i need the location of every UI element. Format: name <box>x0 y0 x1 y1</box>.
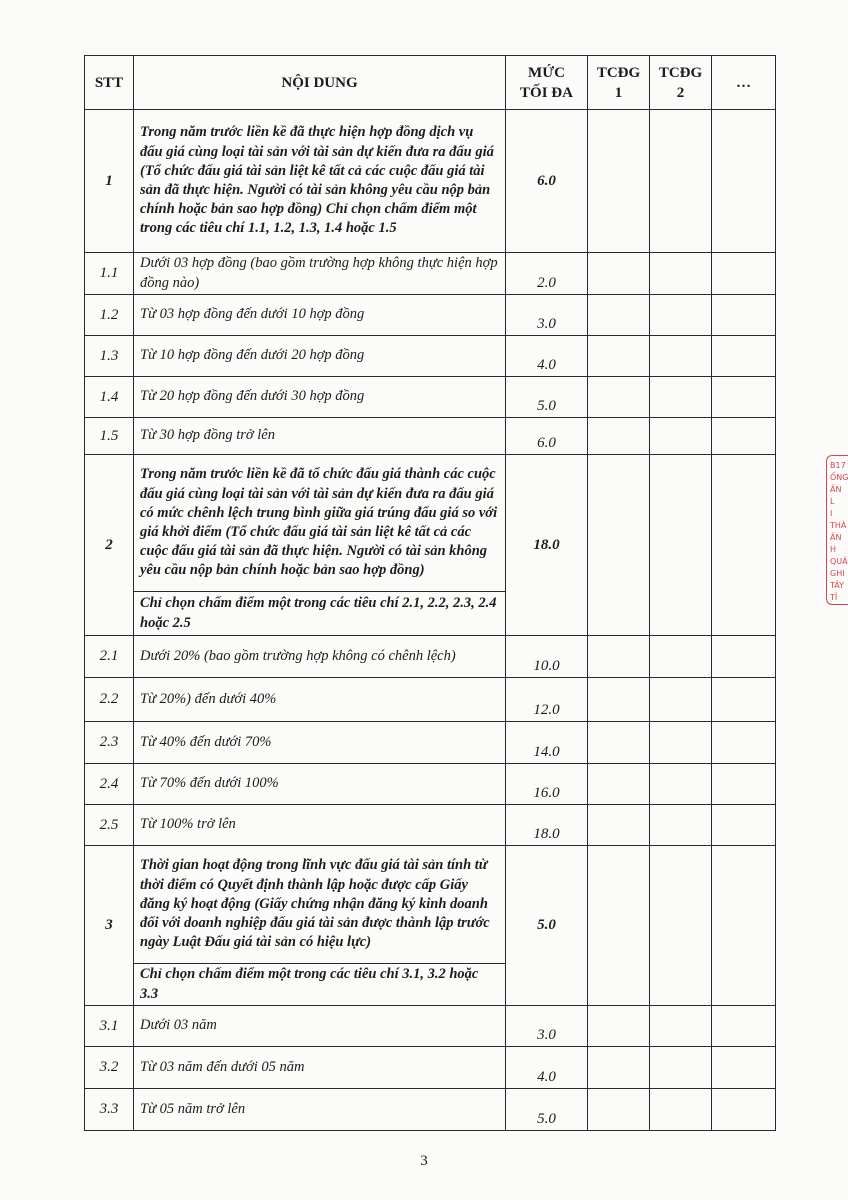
table-row <box>85 1089 776 1131</box>
row-max-score: 5.0 <box>506 377 588 418</box>
more-cell <box>712 110 776 253</box>
stamp-line: B17 <box>830 461 846 470</box>
eval-1-cell <box>588 295 650 336</box>
eval-1-cell <box>588 455 650 636</box>
row-content: Từ 03 năm đến dưới 05 năm <box>134 1047 506 1089</box>
row-stt: 1.5 <box>85 418 134 455</box>
row-subnote: Chỉ chọn chấm điểm một trong các tiêu chí 2.1, 2.2, 2.3, 2.4 hoặc 2.5 <box>134 592 506 636</box>
eval-1-cell <box>588 846 650 1006</box>
row-stt: 1 <box>85 110 134 253</box>
row-max-score: 10.0 <box>506 636 588 678</box>
table-row <box>85 764 776 805</box>
eval-2-cell <box>650 377 712 418</box>
table-row <box>85 418 776 455</box>
stamp-line: GHI <box>830 569 845 578</box>
row-content: Từ 05 năm trở lên <box>134 1089 506 1131</box>
more-cell <box>712 805 776 846</box>
row-max-score: 6.0 <box>506 418 588 455</box>
row-subnote: Chỉ chọn chấm điểm một trong các tiêu chí 3.1, 3.2 hoặc 3.3 <box>134 964 506 1006</box>
more-cell <box>712 418 776 455</box>
eval-2-cell <box>650 418 712 455</box>
eval-1-cell <box>588 1089 650 1131</box>
row-content: Từ 20%) đến dưới 40% <box>134 678 506 722</box>
row-max-score: 2.0 <box>506 253 588 295</box>
row-max-score: 18.0 <box>506 805 588 846</box>
more-cell <box>712 455 776 636</box>
table-row <box>85 253 776 295</box>
table-row <box>85 455 776 592</box>
row-content: Từ 40% đến dưới 70% <box>134 722 506 764</box>
header-content: NỘI DUNG <box>134 56 506 110</box>
more-cell <box>712 1089 776 1131</box>
table-row <box>85 636 776 678</box>
header-stt: STT <box>85 56 134 110</box>
eval-2-cell <box>650 636 712 678</box>
eval-2-cell <box>650 846 712 1006</box>
row-content: Dưới 20% (bao gồm trường hợp không có chênh lệch) <box>134 636 506 678</box>
more-cell <box>712 636 776 678</box>
row-stt: 3.2 <box>85 1047 134 1089</box>
stamp-line: ẢN H <box>830 533 842 554</box>
table-row <box>85 295 776 336</box>
table-row <box>85 722 776 764</box>
row-content: Từ 70% đến dưới 100% <box>134 764 506 805</box>
header-more: … <box>712 56 776 110</box>
eval-2-cell <box>650 722 712 764</box>
eval-2-cell <box>650 1006 712 1047</box>
eval-1-cell <box>588 336 650 377</box>
row-max-score: 12.0 <box>506 678 588 722</box>
eval-1-cell <box>588 805 650 846</box>
row-stt: 3.3 <box>85 1089 134 1131</box>
eval-1-cell <box>588 636 650 678</box>
row-stt: 1.3 <box>85 336 134 377</box>
row-content: Từ 100% trở lên <box>134 805 506 846</box>
row-max-score: 4.0 <box>506 336 588 377</box>
row-stt: 2 <box>85 455 134 636</box>
row-max-score: 18.0 <box>506 455 588 636</box>
table-row <box>85 110 776 253</box>
stamp-line: TÂY <box>830 581 845 590</box>
row-stt: 2.1 <box>85 636 134 678</box>
row-content: Từ 20 hợp đồng đến dưới 30 hợp đồng <box>134 377 506 418</box>
row-stt: 2.5 <box>85 805 134 846</box>
stamp-line: TỈ <box>830 593 838 602</box>
row-stt: 1.2 <box>85 295 134 336</box>
table-row <box>85 846 776 964</box>
eval-2-cell <box>650 455 712 636</box>
row-max-score: 5.0 <box>506 1089 588 1131</box>
stamp-line: ẢN L <box>830 485 842 506</box>
row-content: Từ 03 hợp đồng đến dưới 10 hợp đồng <box>134 295 506 336</box>
row-stt: 1.4 <box>85 377 134 418</box>
table-row <box>85 336 776 377</box>
row-max-score: 5.0 <box>506 846 588 1006</box>
eval-2-cell <box>650 1089 712 1131</box>
criteria-table <box>84 55 776 1131</box>
eval-2-cell <box>650 764 712 805</box>
row-max-score: 3.0 <box>506 1006 588 1047</box>
table-row <box>85 377 776 418</box>
eval-1-cell <box>588 1047 650 1089</box>
eval-1-cell <box>588 722 650 764</box>
row-max-score: 6.0 <box>506 110 588 253</box>
row-max-score: 16.0 <box>506 764 588 805</box>
stamp-line: QUẢ <box>830 557 848 566</box>
eval-2-cell <box>650 110 712 253</box>
row-content: Trong năm trước liền kề đã thực hiện hợp đồng dịch vụ đấu giá cùng loại tài sản với tài sản dự kiến đưa ra đấu giá (Tổ chức đấu giá tài sản liệt kê tất cả các cuộc đấu giá tài sản đã thực hiện. Người có tài sản không yêu cầu nộp bản chính hoặc bản sao hợp đồng) Chỉ chọn chấm điểm một trong các tiêu chí 1.1, 1.2, 1.3, 1.4 hoặc 1.5 <box>134 110 506 253</box>
table-row <box>85 1006 776 1047</box>
row-stt: 2.2 <box>85 678 134 722</box>
more-cell <box>712 722 776 764</box>
eval-1-cell <box>588 377 650 418</box>
row-stt: 2.4 <box>85 764 134 805</box>
row-content: Dưới 03 năm <box>134 1006 506 1047</box>
row-content: Từ 30 hợp đồng trở lên <box>134 418 506 455</box>
table-row <box>85 678 776 722</box>
more-cell <box>712 377 776 418</box>
row-stt: 1.1 <box>85 253 134 295</box>
header-max-score: MỨC TỐI ĐA <box>506 56 588 110</box>
eval-1-cell <box>588 253 650 295</box>
eval-1-cell <box>588 1006 650 1047</box>
stamp-line: I THÀ <box>830 509 847 530</box>
more-cell <box>712 764 776 805</box>
eval-2-cell <box>650 678 712 722</box>
stamp-line: ỐNG <box>830 473 848 482</box>
header-evaluator-1: TCĐG 1 <box>588 56 650 110</box>
eval-1-cell <box>588 418 650 455</box>
row-stt: 2.3 <box>85 722 134 764</box>
table-header-row <box>85 56 776 110</box>
more-cell <box>712 1006 776 1047</box>
eval-1-cell <box>588 678 650 722</box>
row-max-score: 3.0 <box>506 295 588 336</box>
page-number: 3 <box>420 1153 428 1169</box>
row-content: Từ 10 hợp đồng đến dưới 20 hợp đồng <box>134 336 506 377</box>
more-cell <box>712 678 776 722</box>
eval-2-cell <box>650 253 712 295</box>
eval-1-cell <box>588 764 650 805</box>
more-cell <box>712 846 776 1006</box>
more-cell <box>712 295 776 336</box>
more-cell <box>712 1047 776 1089</box>
row-content: Dưới 03 hợp đồng (bao gồm trường hợp không thực hiện hợp đồng nào) <box>134 253 506 295</box>
more-cell <box>712 336 776 377</box>
eval-1-cell <box>588 110 650 253</box>
more-cell <box>712 253 776 295</box>
row-content: Thời gian hoạt động trong lĩnh vực đấu giá tài sản tính từ thời điểm có Quyết định thành lập hoặc được cấp Giấy đăng ký hoạt động (Giấy chứng nhận đăng ký kinh doanh đối với doanh nghiệp đấu giá tài sản được thành lập trước ngày Luật Đấu giá tài sản có hiệu lực) <box>134 846 506 964</box>
eval-2-cell <box>650 805 712 846</box>
row-stt: 3 <box>85 846 134 1006</box>
header-evaluator-2: TCĐG 2 <box>650 56 712 110</box>
row-max-score: 4.0 <box>506 1047 588 1089</box>
eval-2-cell <box>650 1047 712 1089</box>
table-row <box>85 1047 776 1089</box>
eval-2-cell <box>650 336 712 377</box>
stamp-seal <box>826 455 848 605</box>
row-content: Trong năm trước liền kề đã tổ chức đấu giá thành các cuộc đấu giá cùng loại tài sản với tài sản dự kiến đưa ra đấu giá có mức chênh lệch trung bình giữa giá trúng đấu giá so với giá khởi điểm (Tổ chức đấu giá tài sản liệt kê tất cả các cuộc đấu giá tài sản đã thực hiện. Người có tài sản không yêu cầu nộp bản chính hoặc bản sao hợp đồng) <box>134 455 506 592</box>
eval-2-cell <box>650 295 712 336</box>
row-stt: 3.1 <box>85 1006 134 1047</box>
row-max-score: 14.0 <box>506 722 588 764</box>
table-row <box>85 805 776 846</box>
